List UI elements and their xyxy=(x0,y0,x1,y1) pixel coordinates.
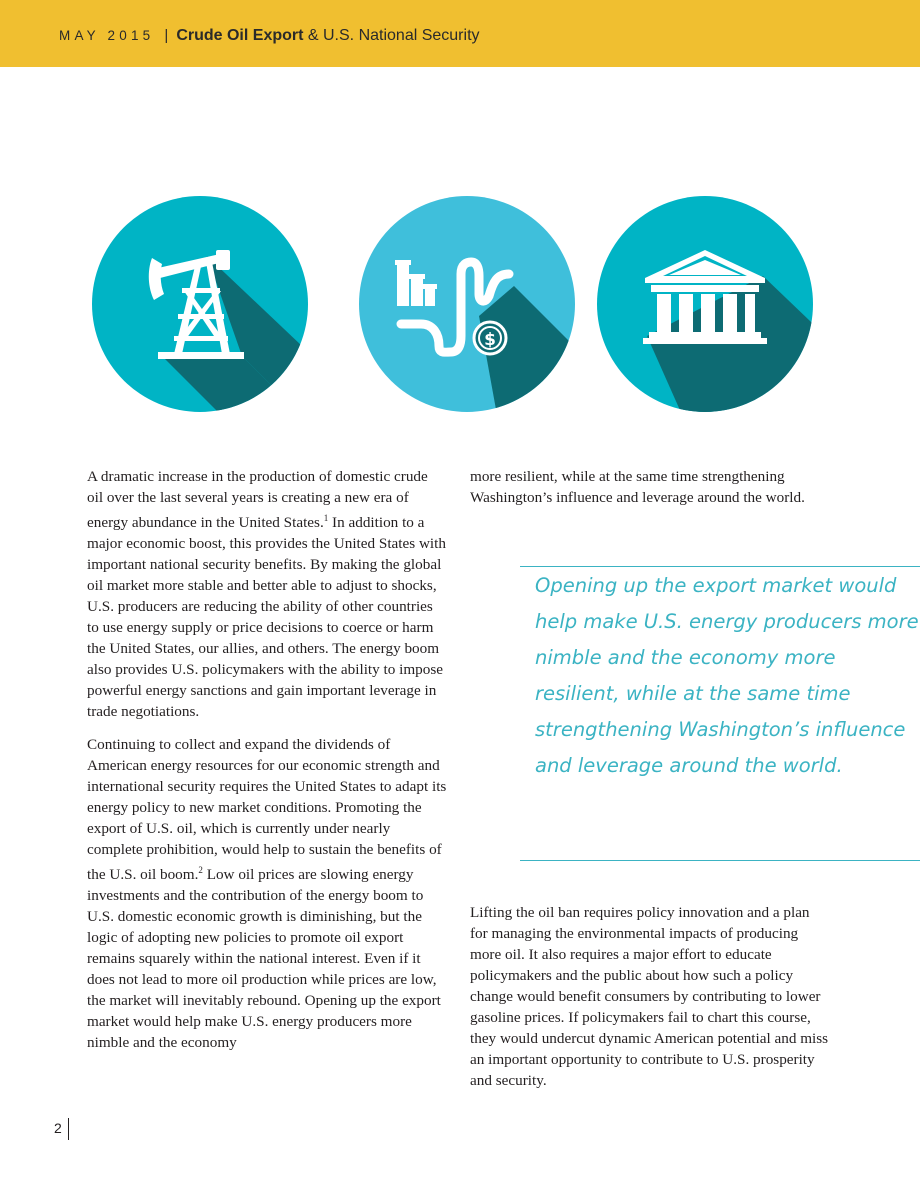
body-right-column-top xyxy=(470,466,830,520)
paragraph: Lifting the oil ban requires policy innovation and a plan for managing the environmental impacts of producing more oil. It also requires a major effort to educate policymakers and the public about how such a policy change would benefit consumers by contributing to lower gasoline prices. If policymakers fail to chart this course, they would undercut dynamic American potential and miss an important opportunity to contribute to U.S. prosperity and security. xyxy=(470,904,829,1089)
page-number-rule xyxy=(68,1118,69,1140)
page-number: 2 xyxy=(54,1120,62,1136)
footnote-ref[interactable]: 2 xyxy=(198,865,203,876)
body-right-column-bottom xyxy=(470,902,830,1103)
header-title-bold: Crude Oil Export xyxy=(176,27,304,44)
header-band xyxy=(0,0,920,67)
paragraph: more resilient, while at the same time strengthening Washington’s influence and leverage around the world. xyxy=(470,468,805,506)
body-left-column xyxy=(87,466,447,1065)
svg-text:$: $ xyxy=(484,330,496,350)
pullquote-rule-top xyxy=(520,566,920,567)
government-building-icon xyxy=(597,196,813,412)
header-title-rest: & U.S. National Security xyxy=(303,27,480,44)
paragraph: A dramatic increase in the production of domestic crude oil over the last several years is creating a new era of energy abundance in the United States.$^1$ In addition to a major economic boost, this provides the United States with important national security benefits. By making the global oil market more stable and better able to adjust to shocks, U.S. producers are reducing the ability of other countries to use energy supply or price decisions to coerce or harm the United States, our allies, and others. The energy boom also provides U.S. policymakers with the ability to impose powerful energy sanctions and gain important leverage in trade negotiations. xyxy=(87,468,446,721)
oil-pump-jack-icon xyxy=(92,196,308,412)
pipeline-dollar-icon xyxy=(359,196,575,412)
header-separator: | xyxy=(164,27,169,44)
running-header xyxy=(59,24,480,48)
footnote-ref[interactable]: 1 xyxy=(323,513,329,523)
header-date: MAY 2015 xyxy=(59,28,155,43)
paragraph: Continuing to collect and expand the dividends of American energy resources for our economic strength and international security requires the United States to adapt its energy policy to new market conditions. Promoting the export of U.S. oil, which is currently under nearly complete prohibition, would help to sustain the benefits of the U.S. oil boom.$^2$ Low oil prices are slowing energy investments and the contribution of the energy boom to U.S. domestic economic growth is diminishing, but the logic of adopting new policies to promote oil export remains squarely within the national interest. Even if it does not lead to more oil production while prices are low, the market will inevitably rebound. Opening up the export market would help make U.S. energy producers more nimble and the economy xyxy=(87,736,447,1052)
pullquote-rule-bottom xyxy=(520,860,920,861)
pullquote: Opening up the export market would help make U.S. energy producers more nimble and the economy more resilient, while at the same time strengthening Washington’s influence and leverage around the world. xyxy=(535,574,919,777)
